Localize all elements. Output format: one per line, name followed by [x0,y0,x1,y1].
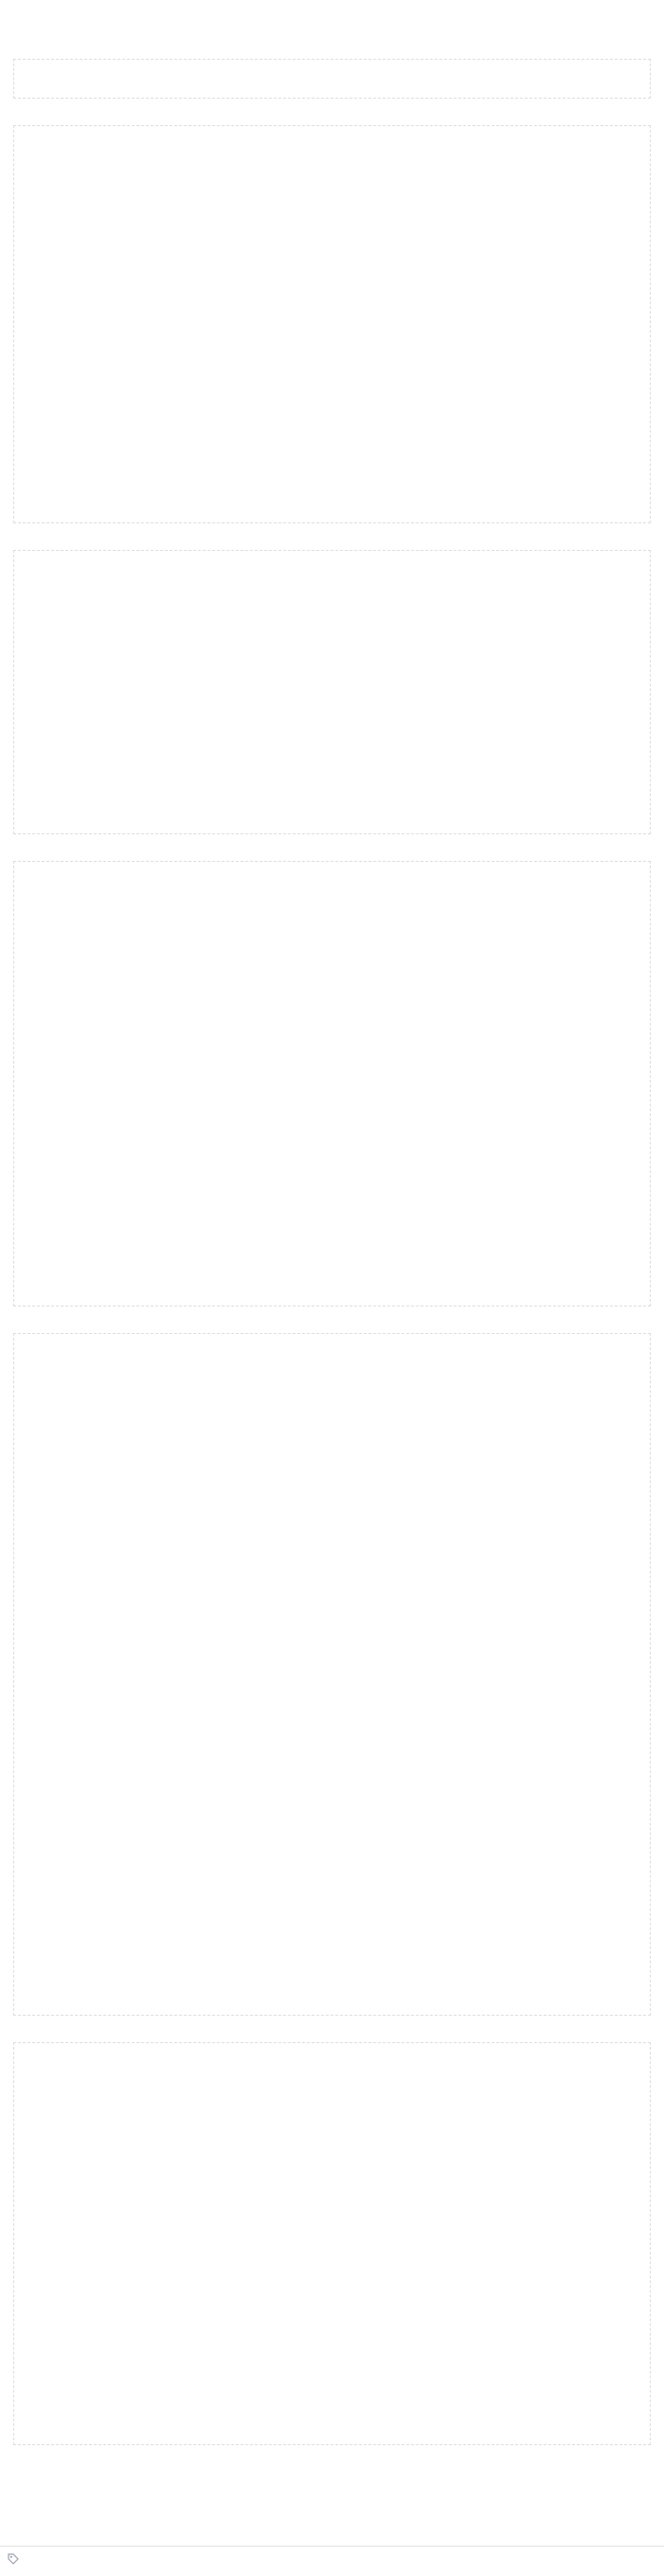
body-paragraph-3 [13,550,651,834]
body-paragraph-6 [13,2042,651,2445]
body-paragraph-4 [13,861,651,1306]
tag-icon [8,2553,19,2565]
body-paragraph-2 [13,125,651,523]
keywords-bar [0,2546,664,2570]
body-paragraph-5 [13,1333,651,2016]
body-paragraph-1 [13,59,651,99]
